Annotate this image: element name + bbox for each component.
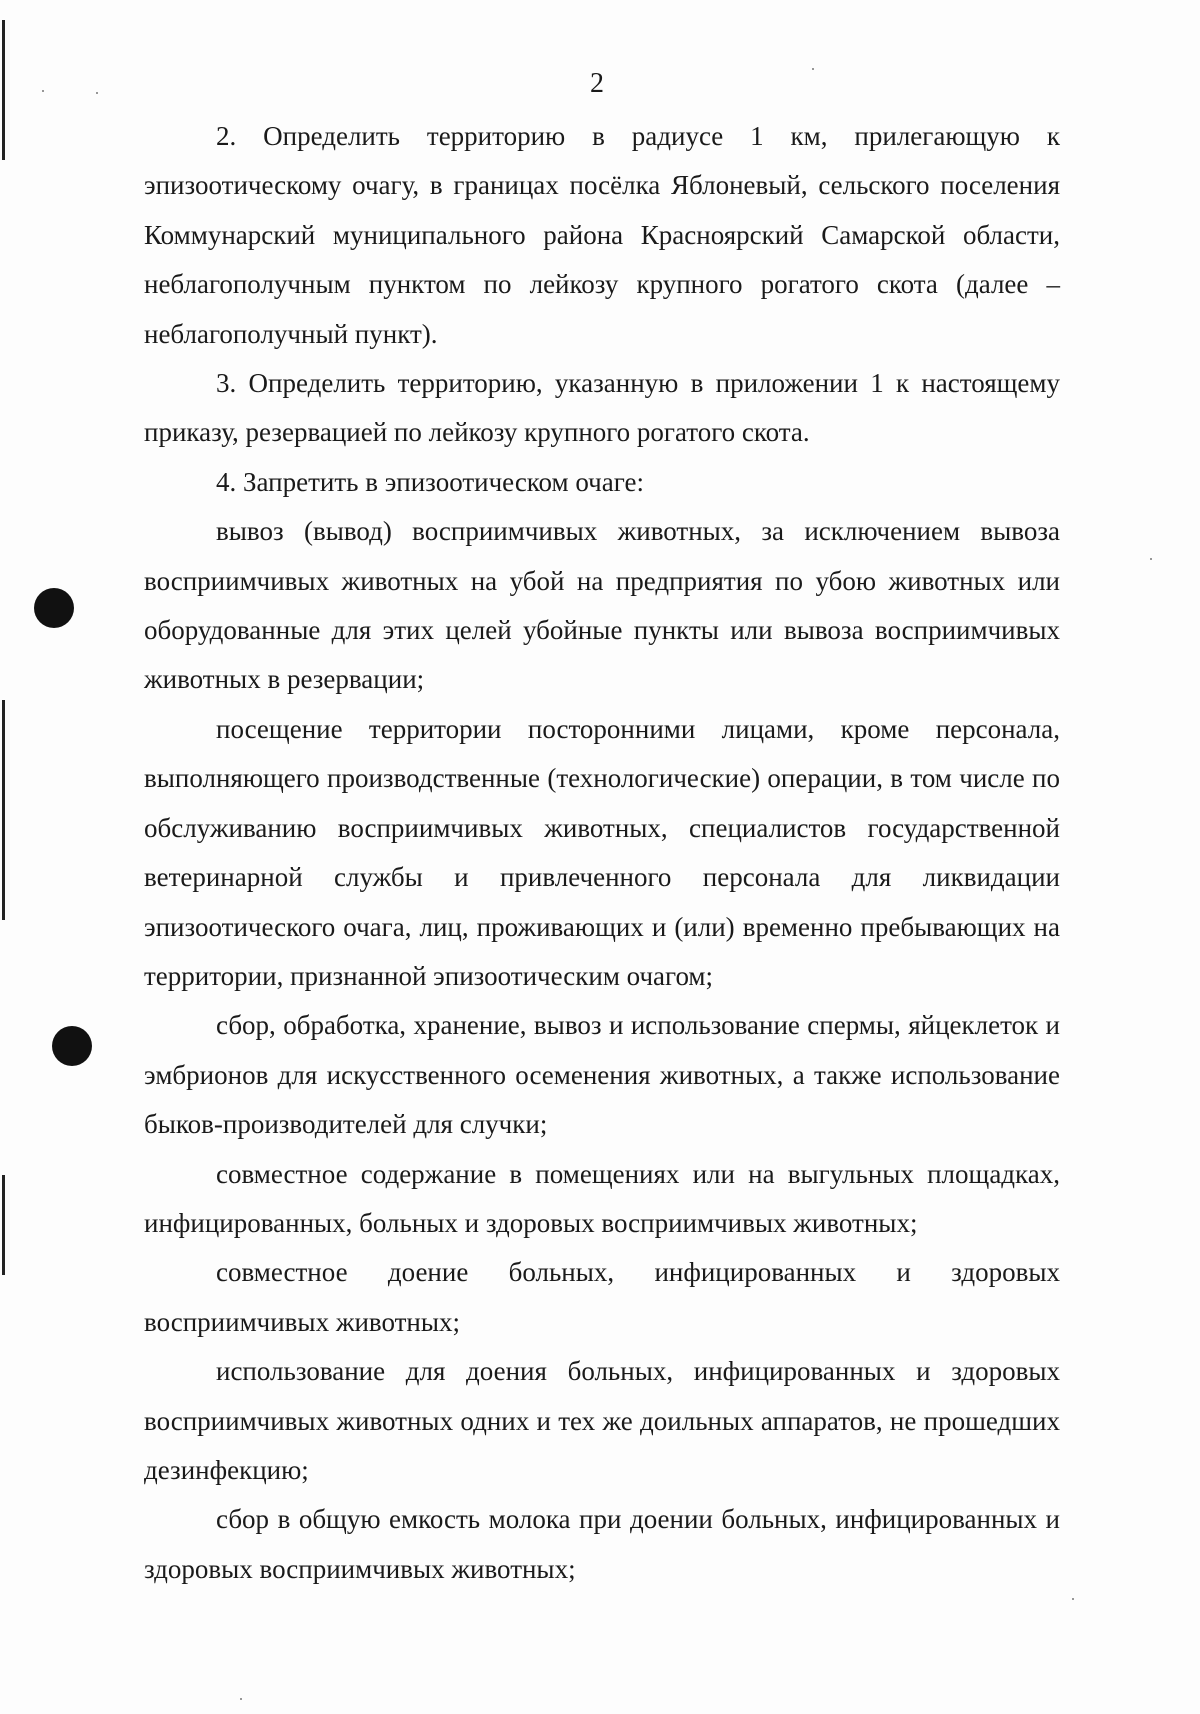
paragraph-territory-radius: 2. Определить территорию в радиусе 1 км, прилегающую к эпизоотическому очагу, в границах посёлка Яблоневый, сельского поселения Коммунарский муниципального района Красноярский Самарской области, неблагополучным пунктом по лейкозу крупного рогатого скота (далее – неблагополучный пункт). (144, 121, 1060, 349)
paragraph-milk-collection: сбор в общую емкость молока при доении больных, инфицированных и здоровых восприимчивых животных; (144, 1504, 1060, 1584)
page-number: 2 (590, 68, 604, 99)
document-body (144, 112, 1060, 1594)
punch-hole-upper (34, 588, 74, 628)
paragraph-milking-equipment: использование для доения больных, инфицированных и здоровых восприимчивых животных одних и тех же доильных аппаратов, не прошедших дезинфекцию; (144, 1356, 1060, 1485)
paragraph-joint-keeping: совместное содержание в помещениях или на выгульных площадках, инфицированных, больных и здоровых восприимчивых животных; (144, 1158, 1060, 1238)
paragraph-animal-removal: вывоз (вывод) восприимчивых животных, за исключением вывоза восприимчивых животных на убой на предприятия по убою животных или оборудованные для этих целей убойные пункты или вывоза восприимчивых животных в резервации; (144, 516, 1060, 695)
scan-speck (96, 92, 98, 94)
scan-edge-line-top (2, 20, 5, 160)
punch-hole-lower (52, 1026, 92, 1066)
scan-speck (42, 90, 44, 92)
scan-speck (1150, 558, 1152, 560)
paragraph-joint-milking: совместное доение больных, инфицированных и здоровых восприимчивых животных; (144, 1257, 1060, 1337)
paragraph-reservation: 3. Определить территорию, указанную в приложении 1 к настоящему приказу, резервацией по лейкозу крупного рогатого скота. (144, 368, 1060, 448)
scan-edge-line-bottom (2, 1175, 5, 1275)
paragraph-prohibitions-heading: 4. Запретить в эпизоотическом очаге: (216, 466, 644, 497)
paragraph-territory-visits: посещение территории посторонними лицами, кроме персонала, выполняющего производственные (технологические) операции, в том числе по обслуживанию восприимчивых животных, специалистов государственной ветеринарной службы и привлеченного персонала для ликвидации эпизоотического очага, лиц, проживающих и (или) временно пребывающих на территории, признанной эпизоотическим очагом; (144, 713, 1060, 991)
scan-speck (1072, 1598, 1074, 1600)
scan-edge-line-middle (2, 700, 5, 920)
scan-speck (240, 1698, 242, 1700)
scan-speck (812, 68, 814, 70)
paragraph-sperm-collection: сбор, обработка, хранение, вывоз и использование спермы, яйцеклеток и эмбрионов для искусственного осеменения животных, а также использование быков-производителей для случки; (144, 1010, 1060, 1140)
